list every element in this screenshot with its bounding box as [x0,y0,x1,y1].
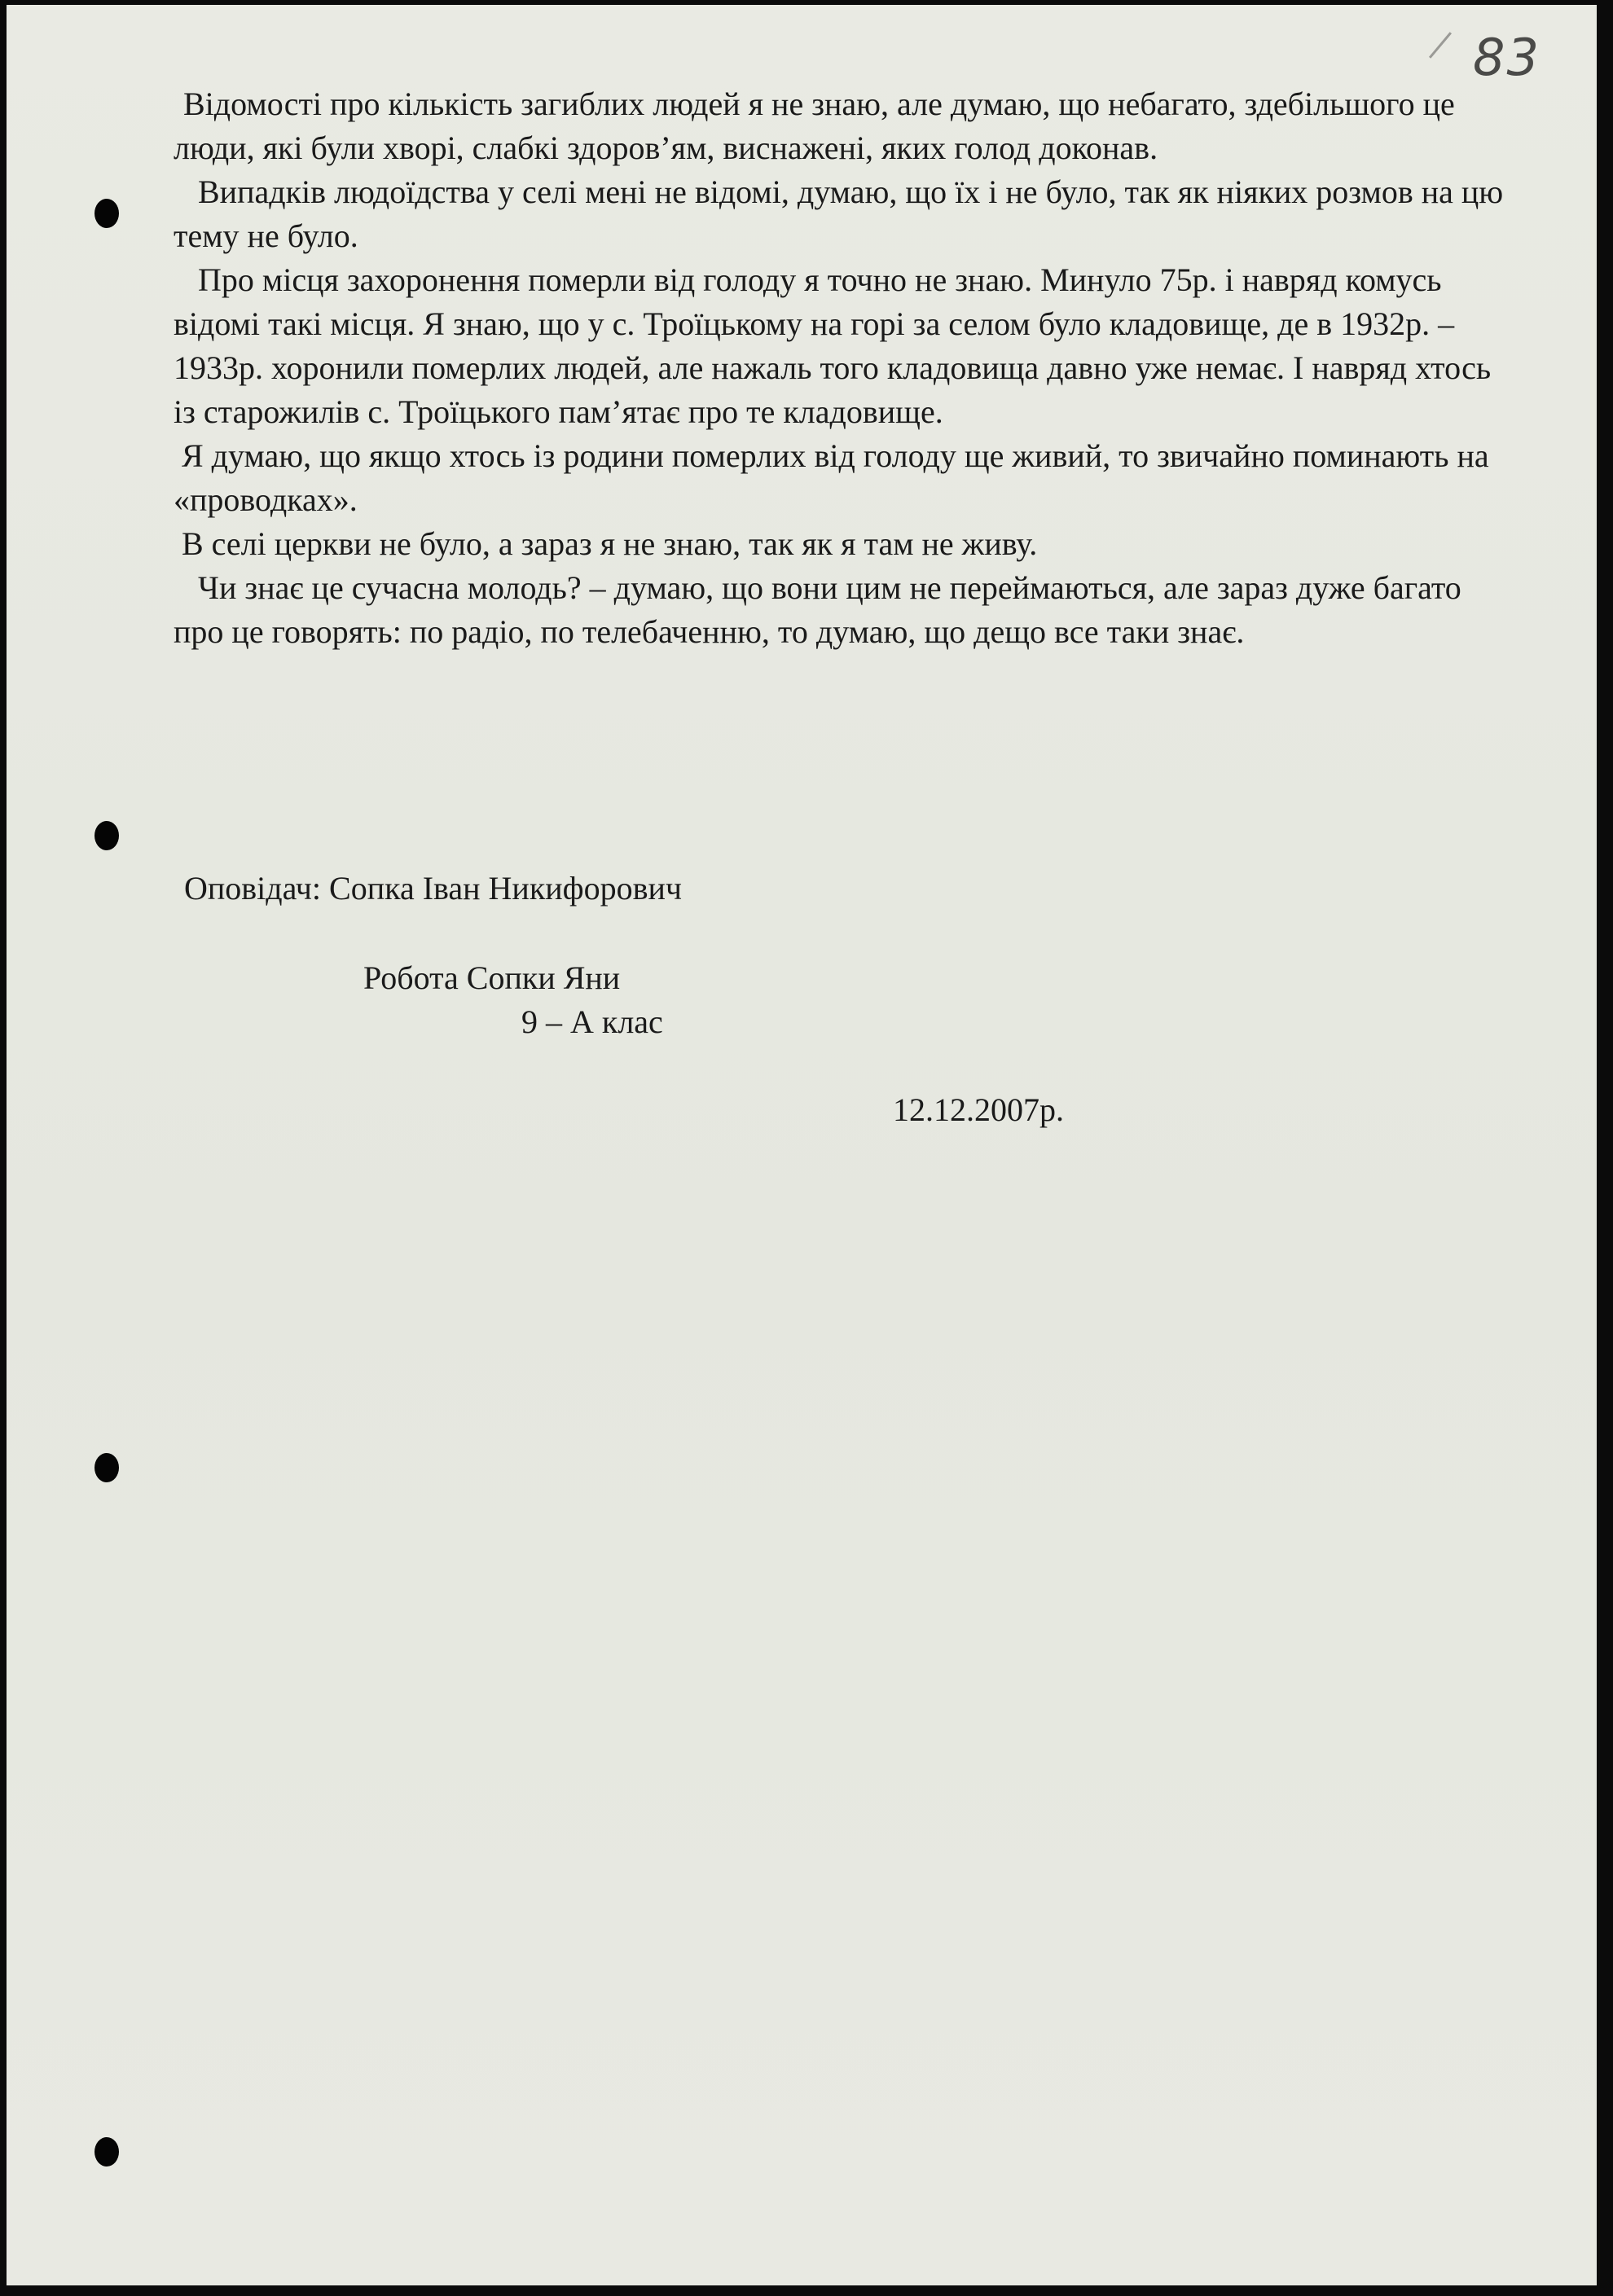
paragraph-church: В селі церкви не було, а зараз я не знаю, так як я там не живу. [182,525,1038,562]
body-text [174,82,1510,654]
pencil-mark [1429,32,1452,59]
paragraph-burial-places: Про місця захоронення померли від голоду я точно не знаю. Минуло 75р. і навряд комусь відомі такі місця. Я знаю, що у с. Троїцькому на горі за селом було кладовище, де в 1932р. – 1933р. хоронили померлих людей, але нажаль того кладовища давно уже немає. І навряд хтось із старожилів с. Троїцького пам’ятає про те кладовище. [174,261,1492,430]
author-line: Робота Сопки Яни [363,959,621,996]
paragraph-youth: Чи знає це сучасна молодь? – думаю, що вони цим не переймаються, але зараз дуже багато про це говорять: по радіо, по телебаченню, то думаю, що дещо все таки знає. [174,569,1461,650]
paragraph-remembrance: Я думаю, що якщо хтось із родини померлих від голоду ще живий, то звичайно поминають на «проводках». [174,437,1489,518]
punch-hole [94,821,119,850]
paragraph-victims: Відомості про кількість загиблих людей я не знаю, але думаю, що небагато, здебільшого це люди, які були хворі, слабкі здоров’ям, виснажені, яких голод доконав. [174,86,1455,166]
document-page [7,5,1597,2285]
punch-hole [94,199,119,228]
punch-hole [94,1453,119,1482]
document-date: 12.12.2007р. [893,1091,1064,1128]
narrator-line: Оповідач: Сопка Іван Никифорович [184,870,682,907]
grade-line: 9 – А клас [521,1003,663,1040]
handwritten-page-number: 83 [1473,28,1540,87]
punch-hole [94,2137,119,2166]
paragraph-cannibalism: Випадків людоїдства у селі мені не відомі, думаю, що їх і не було, так як ніяких розмов на цю тему не було. [174,173,1504,254]
